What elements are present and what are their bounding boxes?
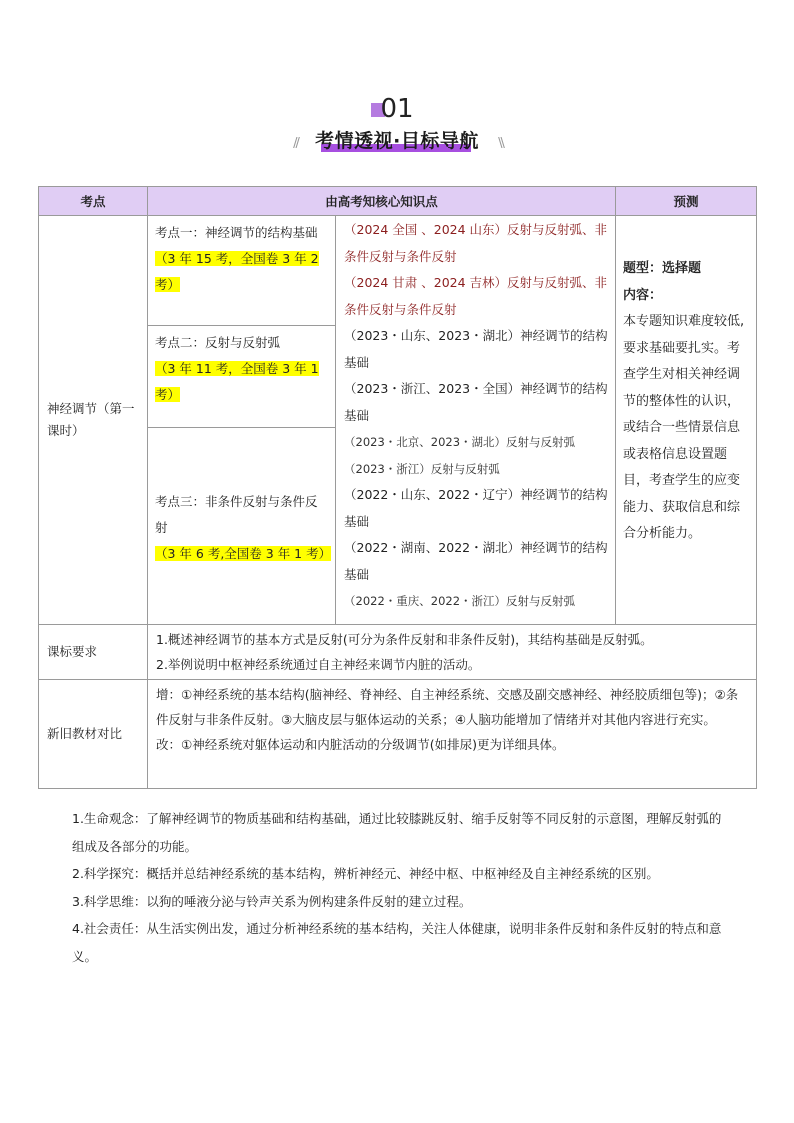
knowledge-point-stat: （3 年 6 考,全国卷 3 年 1 考）: [155, 546, 332, 561]
right-slash-decoration: \\: [498, 136, 503, 151]
source-item: （2023・浙江、2023・全国）神经调节的结构基础: [344, 381, 608, 423]
col-header-prediction: 预测: [616, 187, 757, 216]
source-item: （2024 全国 、2024 山东）反射与反射弧、非条件反射与条件反射: [344, 222, 608, 264]
diff-label: 新旧教材对比: [39, 680, 148, 789]
knowledge-point-3: [148, 428, 336, 625]
requirement-label: 课标要求: [39, 625, 148, 680]
table-row: [39, 216, 757, 326]
left-slash-decoration: //: [293, 136, 298, 151]
diff-text: [148, 680, 757, 789]
knowledge-point-title: 考点二：反射与反射弧: [155, 335, 281, 350]
topic-cell: 神经调节（第一课时）: [39, 216, 148, 625]
col-header-topic: 考点: [39, 187, 148, 216]
goal-item: 2.科学探究：概括并总结神经系统的基本结构，辨析神经元、神经中枢、中枢神经及自主神经系统的区别。: [72, 866, 659, 881]
knowledge-point-title: 考点三：非条件反射与条件反射: [155, 494, 318, 535]
goal-item: 3.科学思维：以狗的唾液分泌与铃声关系为例构建条件反射的建立过程。: [72, 893, 472, 909]
knowledge-point-stat: （3 年 11 考，全国卷 3 年 1 考）: [155, 361, 319, 402]
col-header-knowledge: 由高考知核心知识点: [148, 187, 616, 216]
exam-analysis-table: [38, 186, 757, 789]
source-item: （2022・山东、2022・辽宁）神经调节的结构基础: [344, 487, 608, 529]
source-item: （2023・山东、2023・湖北）神经调节的结构基础: [344, 328, 608, 370]
prediction-content-label: 内容：: [623, 287, 663, 303]
goal-item: 4.社会责任：从生活实例出发，通过分析神经系统的基本结构，关注人体健康，说明非条件反射和条件反射的特点和意义。: [72, 921, 722, 964]
table-row: [39, 625, 757, 680]
section-title: 考情透视·目标导航: [315, 130, 479, 152]
prediction-cell: [616, 216, 757, 625]
table-row: [39, 680, 757, 789]
learning-goals: [72, 805, 732, 970]
source-item: （2024 甘肃 、2024 吉林）反射与反射弧、非条件反射与条件反射: [344, 275, 608, 317]
table-header-row: [39, 187, 757, 216]
source-item: （2023・北京、2023・湖北）反射与反射弧: [344, 435, 576, 449]
requirement-item: 1.概述神经调节的基本方式是反射(可分为条件反射和非条件反射)，其结构基础是反射弧。: [156, 632, 653, 647]
section-number-text: 01: [380, 94, 414, 124]
diff-add: 增：①神经系统的基本结构(脑神经、脊神经、自主神经系统、交感及副交感神经、神经胶质细包等)；②条件反射与非条件反射。③大脑皮层与躯体运动的关系；④人脑功能增加了情绪并对其他内容进行充实。: [156, 687, 739, 727]
source-item: （2023・浙江）反射与反射弧: [344, 461, 500, 476]
source-item: （2022・重庆、2022・浙江）反射与反射弧: [344, 594, 576, 608]
diff-change: 改：①神经系统对躯体运动和内脏活动的分级调节(如排尿)更为详细具体。: [156, 737, 565, 752]
goal-item: 1.生命观念：了解神经调节的物质基础和结构基础，通过比较膝跳反射、缩手反射等不同反射的示意图，理解反射弧的组成及各部分的功能。: [72, 811, 722, 854]
section-title-band: [0, 127, 794, 157]
prediction-content: 本专题知识难度较低,要求基础要扎实。考查学生对相关神经调节的整体性的认识，或结合一些情景信息或表格信息设置题目，考查学生的应变能力、获取信息和综合分析能力。: [623, 314, 745, 541]
source-item: （2022・湖南、2022・湖北）神经调节的结构基础: [344, 540, 608, 582]
section-number: [0, 94, 794, 124]
knowledge-point-1: [148, 216, 336, 326]
requirement-item: 2.举例说明中枢神经系统通过自主神经来调节内脏的活动。: [156, 657, 481, 672]
requirement-text: [148, 625, 757, 680]
knowledge-point-stat: （3 年 15 考，全国卷 3 年 2 考）: [155, 251, 319, 292]
knowledge-point-title: 考点一：神经调节的结构基础: [155, 225, 318, 240]
knowledge-point-2: [148, 326, 336, 428]
prediction-type: 题型：选择题: [623, 261, 702, 276]
source-list: [336, 216, 616, 625]
